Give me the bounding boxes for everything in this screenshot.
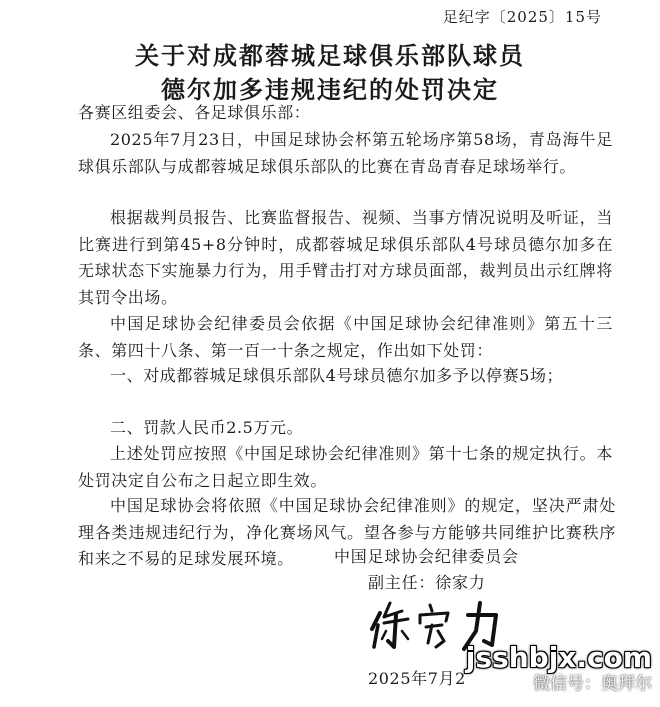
watermark [422,643,652,703]
paragraph-penalty-fine: 二、罚款人民币2.5万元。 [110,418,304,437]
date: 2025年7月2 [368,669,466,688]
document-title-line-2: 德尔加多违规违纪的处罚决定 [161,76,499,104]
document-number: 足纪字〔2025〕15号 [442,8,602,26]
watermark-sub: 微信号：奥拜尔 [533,674,652,694]
paragraph-match-info: 2025年7月23日，中国足球协会杯第五轮场序第58场，青岛海牛足球俱乐部队与成都蓉城足球俱乐部队的比赛在青岛青春足球场举行。 [78,130,613,176]
addressee: 各赛区组委会、各足球俱乐部： [78,103,311,122]
paragraph-statement: 中国足球协会将依照《中国足球协会纪律准则》的规定，坚决严肃处理各类违规违纪行为，净化赛场风气。望各参与方能够共同维护比赛秩序和来之不易的足球发展环境。 [78,496,616,568]
paragraph-penalty-suspension: 一、对成都蓉城足球俱乐部队4号球员德尔加多予以停赛5场； [110,366,564,385]
paragraph-basis: 中国足球协会纪律委员会依据《中国足球协会纪律准则》第五十三条、第四十八条、第一百一十条之规定，作出如下处罚： [78,314,613,360]
signature-organization: 中国足球协会纪律委员会 [334,547,519,566]
signature-role: 副主任：徐家力 [368,573,486,592]
watermark-domain: jsshbjx.com [465,641,652,674]
paragraph-incident: 根据裁判员报告、比赛监督报告、视频、当事方情况说明及听证，当比赛进行到第45+8分钟时，成都蓉城足球俱乐部队4号球员德尔加多在无球状态下实施暴力行为，用手臂击打对方球员面部，裁判员出示红牌将其罚令出场。 [78,208,613,307]
paragraph-execution: 上述处罚应按照《中国足球协会纪律准则》第十七条的规定执行。本处罚决定自公布之日起立即生效。 [78,444,613,490]
document-title-line-1: 关于对成都蓉城足球俱乐部队球员 [135,42,525,70]
